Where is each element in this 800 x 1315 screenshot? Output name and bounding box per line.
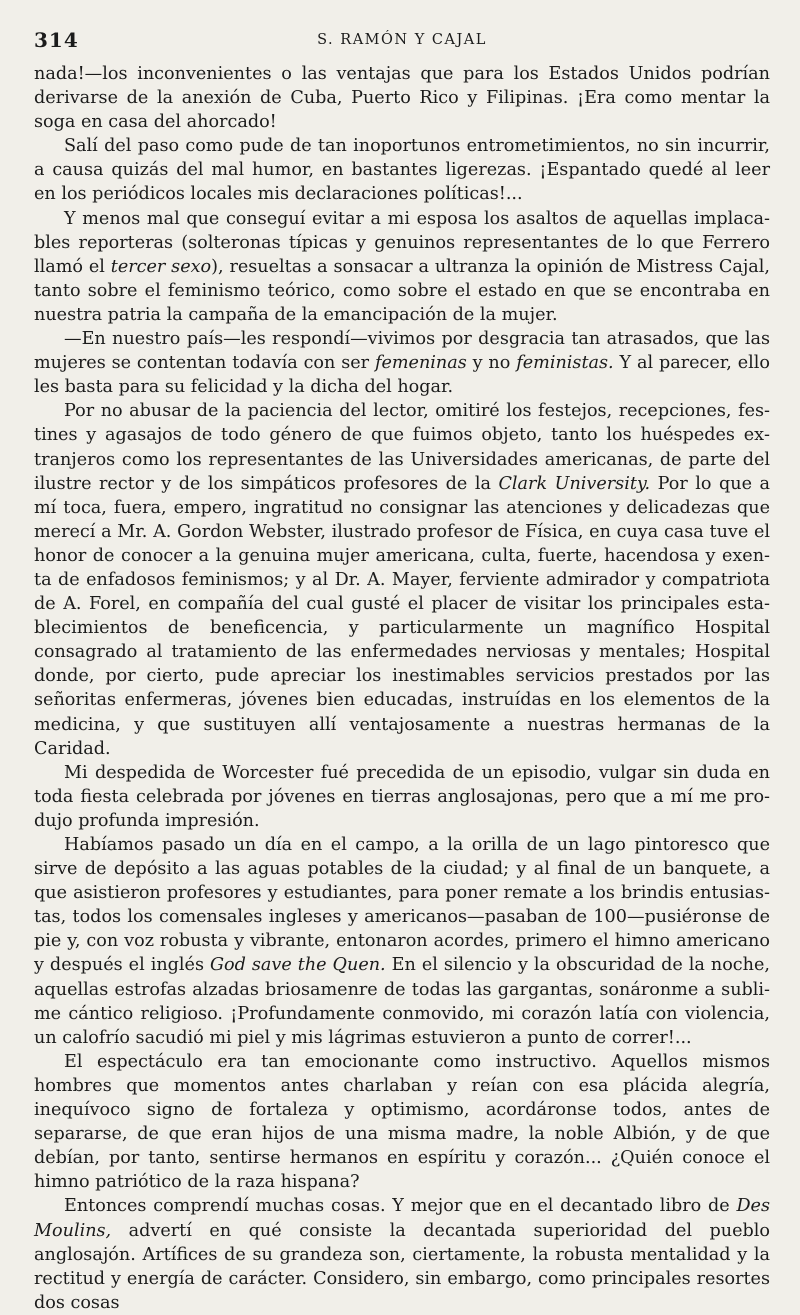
italic-text: femeninas [374,353,467,374]
page-number: 314 [34,28,79,52]
text-run: advertí en qué consiste la decantada superioridad del pueblo anglosajón. Artífices de su grandeza son, ciertamente, la robusta mentalidad y la rectitud y energía de carácter. Considero, sin embargo, como principales resortes dos cosas [34,1220,770,1313]
text-run: y no [466,353,517,374]
text-run: Habíamos pasado un día en el campo, a la orilla de un lago pintoresco que sirve de depósito a las aguas potables de la ciudad; y al final de un banquete, a que asistieron profesores y estudiantes, para poner remate a los brindis entusiastas, todos los comensales ingleses y americanos—pasaban de 100—pusiéronse de pie y, con voz robusta y vibrante, entonaron acordes, primero el himno americano y después el inglés [34,835,770,976]
text-run: Y menos mal que conseguí evitar a mi esposa los asaltos de aquellas implacables reporteras (solteronas típicas y genuinos representantes de lo que Ferrero llamó el [34,208,770,277]
text-run: El espectáculo era tan emocionante como instructivo. Aquellos mismos hombres que momentos antes charlaban y reían con esa plácida alegría, inequívoco signo de fortaleza y optimismo, acordáronse todos, antes de separarse, de que eran hijos de una misma madre, la noble Albión, y de que debían, por tanto, sentirse hermanos en espíritu y corazón... ¿Quién conoce el himno patriótico de la raza hispana? [34,1051,770,1193]
paragraph [34,62,770,134]
paragraph [34,399,770,760]
italic-text: feministas. [516,353,614,374]
running-head: S. RAMÓN Y CAJAL [317,32,487,48]
text-run: Por no abusar de la paciencia del lector, omitiré los festejos, recepciones, festines y agasajos de todo género de que fuimos objeto, tanto los huéspedes extranjeros como los representantes de las Universidades americanas, de parte del ilustre rector y de los simpáticos profesores de la [34,401,770,494]
text-run: Mi despedida de Worcester fué precedida de un episodio, vulgar sin duda en toda fiesta celebrada por jóvenes en tierras anglosajonas, pero que a mí me produjo profunda impresión. [34,762,770,831]
paragraph [34,761,770,833]
italic-text: God save the Quen. [209,955,386,976]
paragraph [34,1050,770,1195]
text-run: ), resueltas a sonsacar a ultranza la opinión de Mistress Cajal, tanto sobre el feminismo teórico, como sobre el estado en que se encontraba en nuestra patria la campaña de la emancipación de la mujer. [34,256,770,325]
paragraph [34,134,770,206]
page-header [34,22,770,62]
text-run: Por lo que a mí toca, fuera, empero, ingratitud no consignar las atenciones y delicadezas que merecí a Mr. A. Gordon Webster, ilustrado profesor de Física, en cuya casa tuve el honor de conocer a la genuina mujer americana, culta, fuerte, hacendosa y exenta de enfadosos feminismos; y al Dr. A. Mayer, ferviente admirador y compatriota de A. Forel, en compañía del cual gusté el placer de visitar los principales establecimientos de beneficencia, y particularmente un magnífico Hospital consagrado al tratamiento de las enfermedades nerviosas y mentales; Hospital donde, por cierto, pude apreciar los inestimables servicios prestados por las señoritas enfermeras, jóvenes bien educadas, instruídas en los elementos de la medicina, y que sustituyen allí ventajosamente a nuestras hermanas de la Caridad. [34,473,770,759]
paragraph [34,833,770,1050]
text-run: Salí del paso como pude de tan inoportunos entrometimientos, no sin incurrir, a causa quizás del mal humor, en bastantes ligerezas. ¡Espantado quedé al leer en los periódicos locales mis declaraciones políticas!... [34,136,770,205]
paragraph [34,207,770,327]
text-run: Entonces comprendí muchas cosas. Y mejor que en el decantado libro de [64,1196,737,1217]
paragraph [34,327,770,399]
italic-text: Clark University. [498,473,651,494]
body-text [34,62,770,1315]
italic-text: tercer sexo [110,256,212,277]
text-run: nada!—los inconvenientes o las ventajas que para los Estados Unidos podrían derivarse de la anexión de Cuba, Puerto Rico y Filipinas. ¡Era como mentar la soga en casa del ahorcado! [34,64,770,133]
text-run: —En nuestro país—les respondí—vivimos por desgracia tan atrasados, que las mujeres se contentan todavía con ser [34,329,770,374]
italic-text: Des Moulins, [34,1196,770,1241]
text-run: En el silencio y la obscuridad de la noche, aquellas estrofas alzadas briosamenre de todas las gargantas, sonáronme a sublime cántico religioso. ¡Profundamente conmovido, mi corazón latía con violencia, un calofrío sacudió mi piel y mis lágrimas estuvieron a punto de correr!... [34,955,770,1048]
text-run: Y al parecer, ello les basta para su felicidad y la dicha del hogar. [34,353,770,398]
